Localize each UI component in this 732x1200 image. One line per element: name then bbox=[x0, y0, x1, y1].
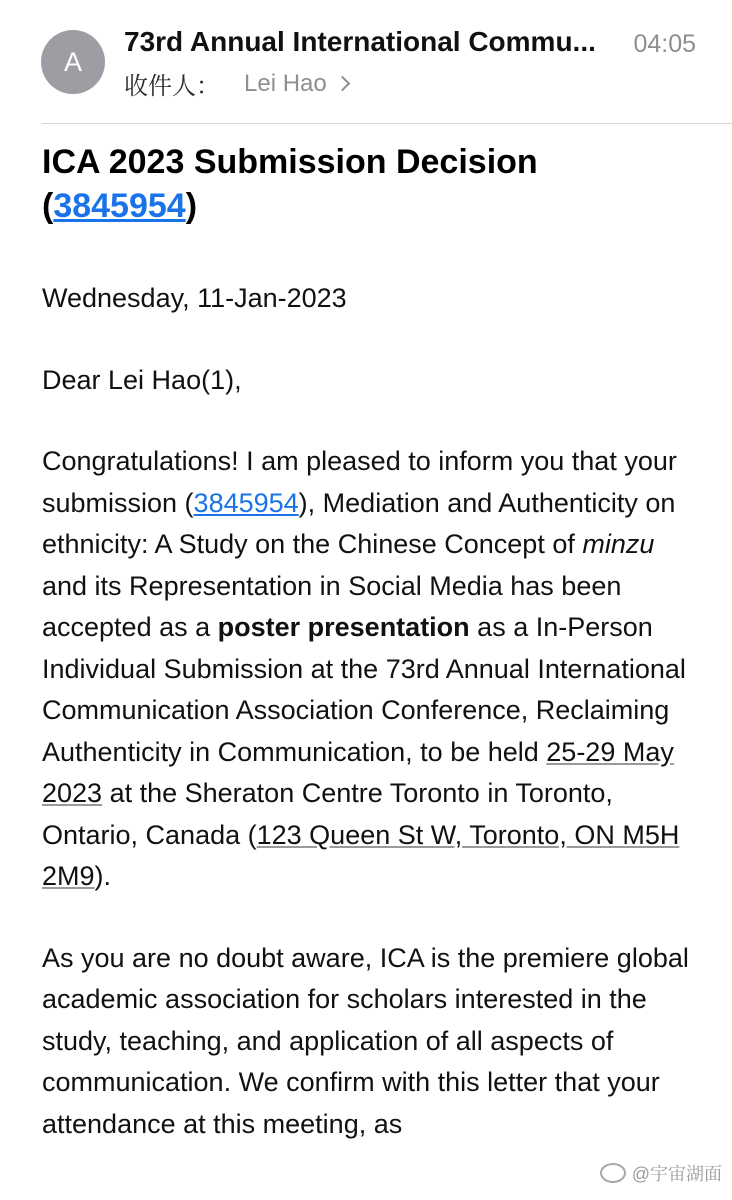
recipient-name[interactable]: Lei Hao bbox=[244, 69, 327, 97]
p1-venue: at the Sheraton Centre Toronto in Toronto, Ontario, Canada ( bbox=[42, 778, 613, 850]
ica-paragraph: As you are no doubt aware, ICA is the premiere global academic association for scholars interested in the study, teaching, and application of all aspects of communication. We confirm with this letter that your attendance at this meeting, as bbox=[42, 942, 689, 1139]
chevron-right-icon[interactable] bbox=[334, 76, 350, 92]
weibo-icon bbox=[600, 1163, 626, 1183]
email-subject bbox=[42, 140, 702, 228]
sender-name[interactable]: 73rd Annual International Commu... bbox=[124, 26, 596, 57]
acceptance-paragraph bbox=[42, 441, 702, 898]
p1-title-rest: and its Representation in Social Media has been accepted as a bbox=[42, 570, 622, 642]
p1-intro: Congratulations! I am pleased to inform you that your submission ( bbox=[42, 446, 677, 518]
recipient-row[interactable] bbox=[124, 66, 348, 101]
email-header bbox=[0, 0, 732, 124]
subject-submission-link[interactable]: 3845954 bbox=[53, 187, 186, 225]
email-date: Wednesday, 11-Jan-2023 bbox=[42, 283, 347, 313]
subject-paren-open: ( bbox=[42, 187, 54, 225]
event-dates-link[interactable]: 25-29 May 2023 bbox=[42, 736, 674, 808]
received-time: 04:05 bbox=[633, 30, 696, 58]
p1-title: ), Mediation and Authenticity on ethnicity: A Study on the Chinese Concept of bbox=[42, 487, 676, 559]
p1-end: ). bbox=[94, 861, 112, 891]
email-greeting: Dear Lei Hao(1), bbox=[42, 364, 242, 395]
header-divider bbox=[42, 123, 732, 124]
subject-paren-close: ) bbox=[185, 187, 198, 225]
sender-avatar[interactable]: A bbox=[41, 30, 105, 94]
watermark-text: @宇宙湖面 bbox=[631, 1164, 722, 1184]
email-body bbox=[42, 140, 702, 1145]
to-label: 收件人： bbox=[124, 73, 220, 100]
address-link[interactable]: 123 Queen St W, Toronto, ON M5H 2M9 bbox=[42, 819, 680, 891]
p1-bold-presentation: poster presentation bbox=[217, 612, 470, 642]
submission-id-link[interactable]: 3845954 bbox=[193, 487, 299, 518]
p1-conference: as a In-Person Individual Submission at the 73rd Annual International Communication Association Conference, Reclaiming Authenticity in Communication, to be held bbox=[42, 612, 686, 767]
p1-italic-term: minzu bbox=[582, 529, 655, 559]
watermark bbox=[600, 1160, 722, 1186]
subject-text: ICA 2023 Submission Decision bbox=[42, 143, 538, 181]
